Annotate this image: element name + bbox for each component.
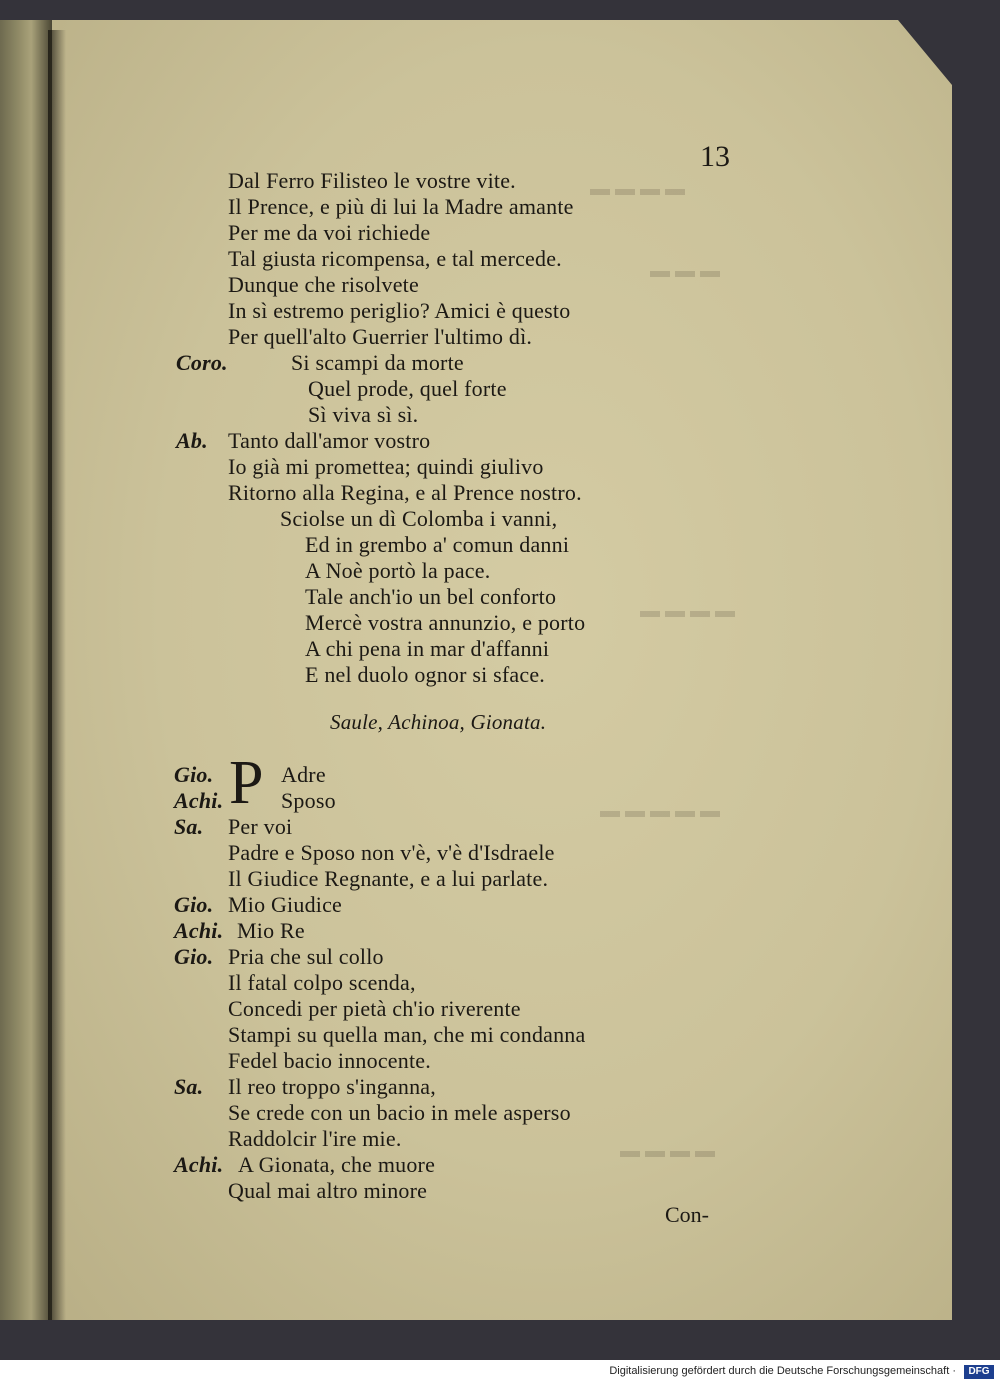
text-line bbox=[228, 1178, 427, 1204]
text-line bbox=[228, 324, 532, 350]
text-line bbox=[305, 558, 490, 584]
speaker-label: Ab. bbox=[176, 428, 208, 453]
speaker-label: Gio. bbox=[174, 762, 214, 787]
line-text: Adre bbox=[281, 762, 326, 787]
line-text: Sì viva sì sì. bbox=[308, 402, 419, 427]
show-through: ▬ ▬ ▬ ▬ bbox=[620, 1140, 715, 1162]
speaker-label: Sa. bbox=[174, 1074, 204, 1099]
line-text: Il reo troppo s'inganna, bbox=[228, 1074, 436, 1099]
show-through: ▬ ▬ ▬ ▬ bbox=[590, 178, 685, 200]
text-line bbox=[228, 220, 430, 246]
text-line bbox=[228, 246, 562, 272]
text-line bbox=[305, 584, 556, 610]
text-line bbox=[237, 918, 305, 944]
line-text: A Gionata, che muore bbox=[238, 1152, 436, 1177]
speaker-label: Gio. bbox=[174, 944, 214, 969]
line-text: Io già mi promettea; quindi giulivo bbox=[228, 454, 544, 479]
text-line bbox=[305, 610, 585, 636]
text-line bbox=[228, 1126, 402, 1152]
text-line bbox=[238, 1152, 435, 1178]
text-line bbox=[228, 840, 555, 866]
text-line bbox=[228, 996, 521, 1022]
show-through: ▬ ▬ ▬ ▬ ▬ bbox=[600, 800, 720, 822]
line-text: E nel duolo ognor si sface. bbox=[305, 662, 546, 687]
line-text: Ed in grembo a' comun danni bbox=[305, 532, 570, 557]
speaker-label: Coro. bbox=[176, 350, 228, 375]
line-text: Dal Ferro Filisteo le vostre vite. bbox=[228, 168, 516, 193]
line-text: Per quell'alto Guerrier l'ultimo dì. bbox=[228, 324, 533, 349]
line-text: Per voi bbox=[228, 814, 293, 839]
line-text: Si scampi da morte bbox=[291, 350, 464, 375]
text-line bbox=[291, 350, 464, 376]
line-text: Il fatal colpo scenda, bbox=[228, 970, 416, 995]
text-line bbox=[228, 814, 292, 840]
show-through: ▬ ▬ ▬ bbox=[650, 260, 720, 282]
text-line bbox=[280, 506, 557, 532]
text-line bbox=[228, 1074, 436, 1100]
line-text: Stampi su quella man, che mi condanna bbox=[228, 1022, 586, 1047]
line-text: Quel prode, quel forte bbox=[308, 376, 507, 401]
text-line bbox=[228, 892, 342, 918]
catchword: Con- bbox=[665, 1202, 709, 1227]
text-line bbox=[305, 636, 549, 662]
text-line bbox=[228, 194, 574, 220]
text-line bbox=[281, 788, 336, 814]
text-line bbox=[228, 970, 416, 996]
line-text: Sposo bbox=[281, 788, 336, 813]
line-text: Tanto dall'amor vostro bbox=[228, 428, 431, 453]
line-text: Mio Giudice bbox=[228, 892, 343, 917]
text-line bbox=[228, 944, 384, 970]
line-text: Fedel bacio innocente. bbox=[228, 1048, 431, 1073]
speaker-label: Achi. bbox=[174, 918, 224, 943]
line-text: Concedi per pietà ch'io riverente bbox=[228, 996, 521, 1021]
speaker-label: Achi. bbox=[174, 1152, 224, 1177]
line-text: Sciolse un dì Colomba i vanni, bbox=[280, 506, 558, 531]
text-line bbox=[228, 272, 419, 298]
page-number: 13 bbox=[700, 140, 730, 173]
stage-direction: Saule, Achinoa, Gionata. bbox=[330, 710, 547, 734]
line-text: Padre e Sposo non v'è, v'è d'Isdraele bbox=[228, 840, 555, 865]
line-text: Mio Re bbox=[237, 918, 305, 943]
text-line bbox=[228, 454, 544, 480]
line-text: Mercè vostra annunzio, e porto bbox=[305, 610, 586, 635]
line-text: Per me da voi richiede bbox=[228, 220, 431, 245]
text-line bbox=[228, 168, 516, 194]
funding-notice: Digitalisierung gefördert durch die Deutsche Forschungsgemeinschaft · bbox=[609, 1365, 956, 1377]
text-line bbox=[228, 1100, 571, 1126]
text-line bbox=[228, 1048, 431, 1074]
line-text: In sì estremo periglio? Amici è questo bbox=[228, 298, 571, 323]
text-line bbox=[228, 1022, 585, 1048]
speaker-label: Gio. bbox=[174, 892, 214, 917]
text-line bbox=[228, 428, 430, 454]
line-text: Dunque che risolvete bbox=[228, 272, 419, 297]
line-text: Il Giudice Regnante, e a lui parlate. bbox=[228, 866, 549, 891]
speaker-label: Sa. bbox=[174, 814, 204, 839]
text-line bbox=[308, 402, 418, 428]
show-through: ▬ ▬ ▬ ▬ bbox=[640, 600, 735, 622]
line-text: Tale anch'io un bel conforto bbox=[305, 584, 557, 609]
text-line bbox=[305, 662, 545, 688]
line-text: Pria che sul collo bbox=[228, 944, 384, 969]
line-text: A chi pena in mar d'affanni bbox=[305, 636, 550, 661]
line-text: A Noè portò la pace. bbox=[305, 558, 491, 583]
speaker-label: Achi. bbox=[174, 788, 224, 813]
drop-cap: P bbox=[229, 749, 264, 817]
line-text: Se crede con un bacio in mele asperso bbox=[228, 1100, 571, 1125]
text-line bbox=[228, 480, 582, 506]
dfg-logo: DFG bbox=[964, 1365, 994, 1379]
line-text: Tal giusta ricompensa, e tal mercede. bbox=[228, 246, 562, 271]
line-text: Il Prence, e più di lui la Madre amante bbox=[228, 194, 574, 219]
text-line bbox=[305, 532, 569, 558]
line-text: Ritorno alla Regina, e al Prence nostro. bbox=[228, 480, 582, 505]
text-line bbox=[228, 866, 548, 892]
text-line bbox=[228, 298, 570, 324]
line-text: Qual mai altro minore bbox=[228, 1178, 428, 1203]
line-text: Raddolcir l'ire mie. bbox=[228, 1126, 402, 1151]
text-line bbox=[308, 376, 507, 402]
text-line bbox=[281, 762, 326, 788]
